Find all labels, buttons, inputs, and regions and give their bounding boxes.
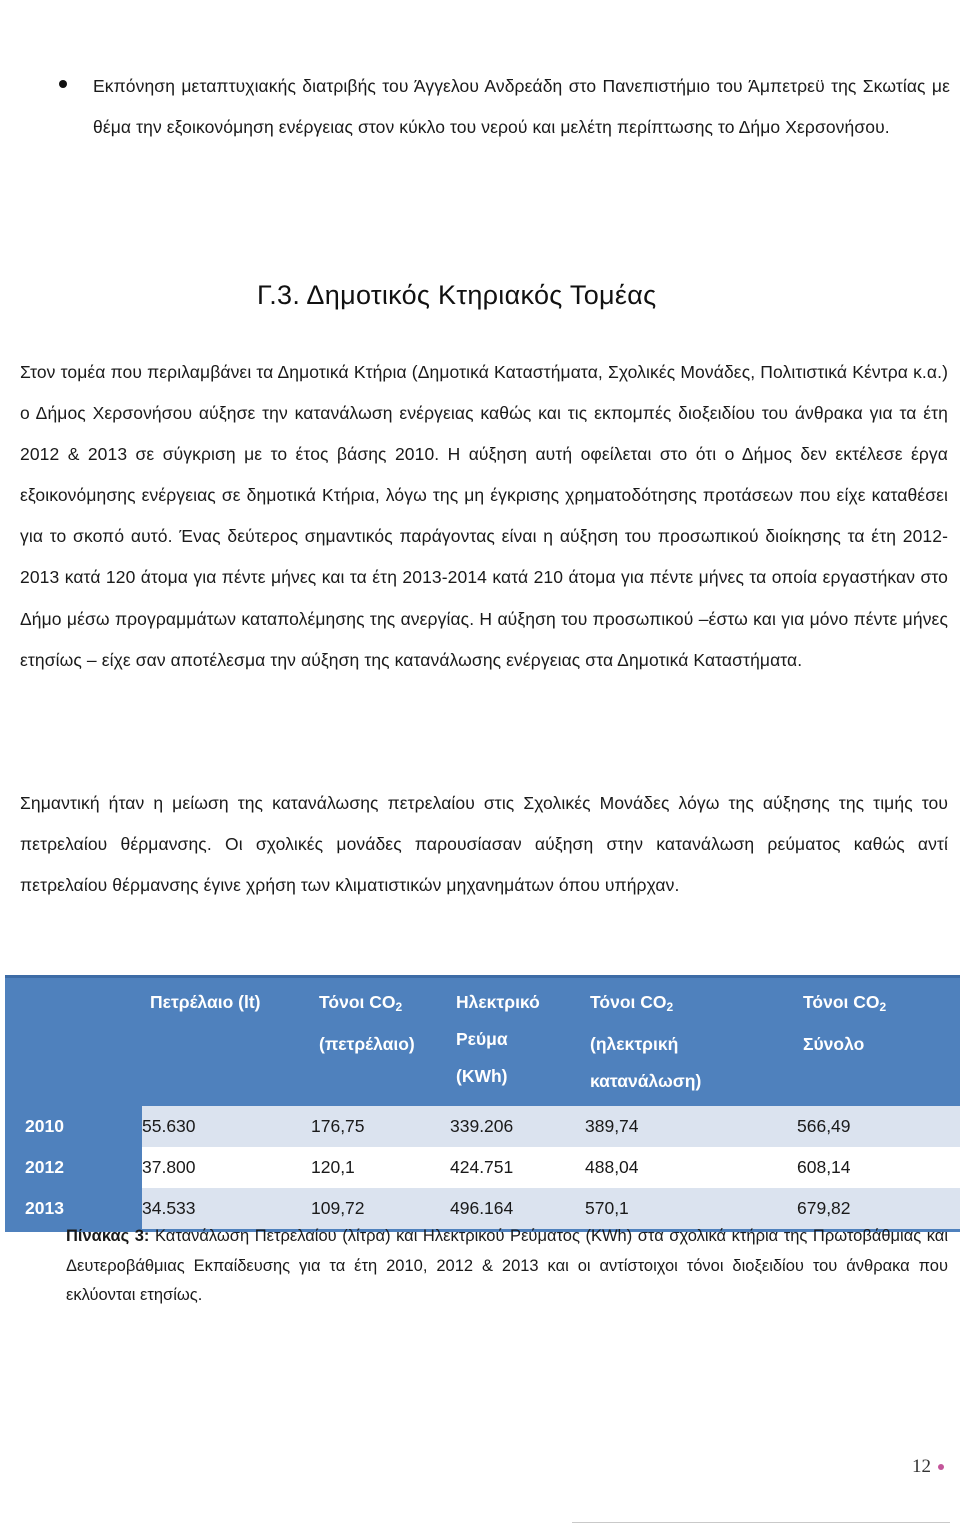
cell-oil: 55.630 [142,1106,311,1147]
cell-oil: 34.533 [142,1188,311,1231]
cell-year: 2012 [5,1147,142,1188]
header-co2-el-subscript: 2 [666,1000,674,1014]
section-heading: Γ.3. Δημοτικός Κτηριακός Τομέας [257,280,657,310]
header-electricity-line2: Ρεύμα [456,1029,508,1049]
paragraph-municipal-buildings: Στον τομέα που περιλαμβάνει τα Δημοτικά Κτήρια (Δημοτικά Καταστήματα, Σχολικές Μονάδες, Πολιτιστικά Κέντρα κ.α.) ο Δήμος Χερσονήσου αύξησε την κατανάλωση ενέργειας καθώς και τις εκπομπές διοξειδίου του άνθρακα για τα έτη 2012 & 2013 σε σύγκριση με το έτος βάσης 2010. Η αύξηση αυτή οφείλεται στο ότι ο Δήμος δεν εκτέλεσε έργα εξοικονόμησης ενέργειας σε δημοτικά Κτήρια, λόγω της μη έγκρισης χρηματοδότησης προτάσεων που είχε καταθέσει για το σκοπό αυτό. Ένας δεύτερος σημαντικός παράγοντας είναι η αύξηση του προσωπικού διοίκησης τα έτη 2012-2013 κατά 120 άτομα για πέντε μήνες και τα έτη 2013-2014 κατά 210 άτομα για πέντε μήνες τα οποία εργαστήκαν στο Δήμο μέσω προγραμμάτων καταπολέμησης της ανεργίας. Η αύξηση του προσωπικού –έστω και για μόνο πέντε μήνες ετησίως – είχε σαν αποτέλεσμα την αύξηση της κατανάλωσης ενέργειας στα Δημοτικά Καταστήματα. [20,362,948,670]
table-header-row [5,977,960,1107]
cell-co2-total: 566,49 [797,1106,960,1147]
header-electricity [450,977,585,1107]
cell-co2-electricity: 488,04 [585,1147,797,1188]
header-co2-electricity [585,977,797,1107]
cell-kwh: 424.751 [450,1147,585,1188]
page-number: 12 [912,1456,931,1477]
bullet-list-item [55,66,950,148]
table-caption [66,1222,948,1311]
cell-kwh: 496.164 [450,1188,585,1231]
header-electricity-unit: (KWh) [456,1066,508,1086]
cell-kwh: 339.206 [450,1106,585,1147]
header-oil-label: Πετρέλαιο (lt) [150,992,261,1012]
cell-oil: 37.800 [142,1147,311,1188]
header-electricity-line1: Ηλεκτρικό [456,992,540,1012]
table-row [5,1106,960,1147]
bullet-text: Εκπόνηση μεταπτυχιακής διατριβής του Άγγελου Ανδρεάδη στο Πανεπιστήμιο του Άμπετρεϋ της Σκωτίας με θέμα την εξοικονόμηση ενέργειας στον κύκλο του νερού και μελέτη περίπτωσης το Δήμο Χερσονήσου. [93,76,950,137]
caption-label: Πίνακας 3: [66,1227,150,1245]
header-co2-el-note2: κατανάλωση) [590,1071,702,1091]
cell-co2-oil: 176,75 [311,1106,450,1147]
header-co2-oil [311,977,450,1107]
energy-consumption-table [5,975,960,1232]
cell-co2-electricity: 389,74 [585,1106,797,1147]
header-co2-total [797,977,960,1107]
header-co2-oil-subscript: 2 [395,1000,403,1014]
cell-year: 2013 [5,1188,142,1231]
page-accent-dot [938,1464,944,1470]
header-year [5,977,142,1107]
header-co2-total-subscript: 2 [879,1000,887,1014]
cell-co2-oil: 120,1 [311,1147,450,1188]
header-oil-lt [142,977,311,1107]
header-co2-oil-note: (πετρέλαιο) [319,1034,415,1054]
cell-co2-total: 679,82 [797,1188,960,1231]
cell-co2-electricity: 570,1 [585,1188,797,1231]
footer-divider [572,1522,950,1523]
header-co2-total-note: Σύνολο [803,1034,865,1054]
paragraph-schools: Σημαντική ήταν η μείωση της κατανάλωσης πετρελαίου στις Σχολικές Μονάδες λόγω της αύξησης της τιμής του πετρελαίου θέρμανσης. Οι σχολικές μονάδες παρουσίασαν αύξηση στην κατανάλωση ρεύματος καθώς αντί πετρελαίου θέρμανσης έγινε χρήση των κλιματιστικών μηχανημάτων όπου υπήρχαν. [20,793,948,896]
table-row [5,1147,960,1188]
bullet-icon [59,80,67,88]
header-co2-el-label: Τόνοι CO [590,992,667,1012]
cell-co2-total: 608,14 [797,1147,960,1188]
header-co2-el-note1: (ηλεκτρική [590,1034,679,1054]
cell-year: 2010 [5,1106,142,1147]
caption-text: Κατανάλωση Πετρελαίου (λίτρα) και Ηλεκτρικού Ρεύματος (KWh) στα σχολικά κτήρια της Πρωτοβάθμιας και Δευτεροβάθμιας Εκπαίδευσης για τα έτη 2010, 2012 & 2013 και οι αντίστοιχοι τόνοι διοξειδίου του άνθρακα που εκλύονται ετησίως. [66,1227,948,1304]
cell-co2-oil: 109,72 [311,1188,450,1231]
header-co2-total-label: Τόνοι CO [803,992,880,1012]
header-co2-oil-label: Τόνοι CO [319,992,396,1012]
